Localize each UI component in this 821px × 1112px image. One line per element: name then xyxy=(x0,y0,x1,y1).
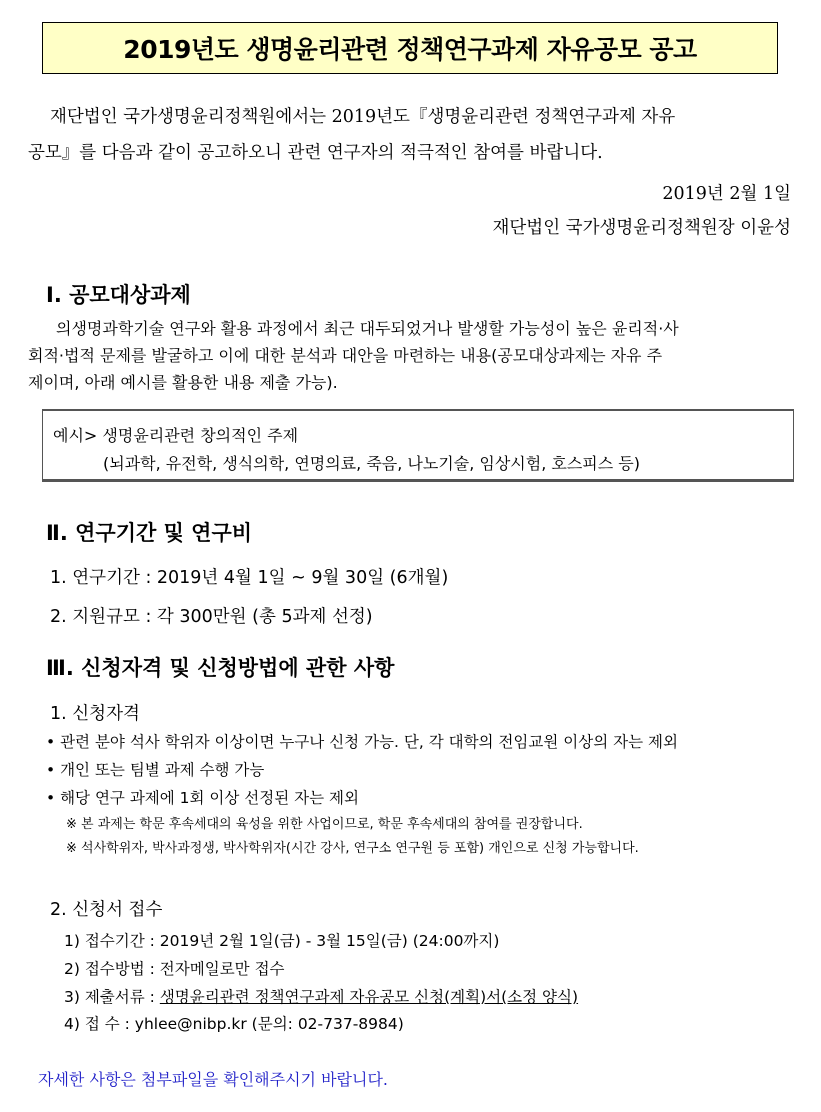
eligibility-note-1: ※ 본 과제는 학문 후속세대의 육성을 위한 사업이므로, 학문 후속세대의 참여를 권장합니다. xyxy=(66,817,583,832)
application-method: 2) 접수방법 : 전자메일로만 접수 xyxy=(64,960,285,978)
eligibility-bullet-1: • 관련 분야 석사 학위자 이상이면 누구나 신청 가능. 단, 각 대학의 전임교원 이상의 자는 제외 xyxy=(46,733,678,751)
section-1-line-3: 제이며, 아래 예시를 활용한 내용 제출 가능). xyxy=(28,373,338,392)
intro-line-1: 재단법인 국가생명윤리정책원에서는 2019년도『생명윤리관련 정책연구과제 자유 xyxy=(50,107,676,127)
example-line-2: (뇌과학, 유전학, 생식의학, 연명의료, 죽음, 나노기술, 임상시험, 호스피스 등) xyxy=(103,454,640,473)
intro-line-2: 공모』를 다음과 같이 공고하오니 관련 연구자의 적극적인 참여를 바랍니다. xyxy=(28,143,603,163)
section-3-sub-2-heading: 2. 신청서 접수 xyxy=(50,900,163,920)
application-docs-label: 3) 제출서류 : xyxy=(64,988,160,1006)
section-1-line-2: 회적·법적 문제를 발굴하고 이에 대한 분석과 대안을 마련하는 내용(공모대상과제는 자유 주 xyxy=(28,346,663,365)
application-form-link[interactable]: 생명윤리관련 정책연구과제 자유공모 신청(계획)서(소정 양식) xyxy=(159,988,579,1006)
application-contact: 4) 접 수 : yhlee@nibp.kr (문의: 02-737-8984) xyxy=(64,1015,404,1033)
application-period: 1) 접수기간 : 2019년 2월 1일(금) - 3월 15일(금) (24:00까지) xyxy=(64,932,500,950)
notice-title: 2019년도 생명윤리관련 정책연구과제 자유공모 공고 xyxy=(123,35,697,64)
section-2-heading: Ⅱ. 연구기간 및 연구비 xyxy=(46,521,253,545)
application-docs xyxy=(64,985,578,1007)
eligibility-note-2: ※ 석사학위자, 박사과정생, 박사학위자(시간 강사, 연구소 연구원 등 포함) 개인으로 신청 가능합니다. xyxy=(66,841,639,856)
footer-notice: 자세한 사항은 첨부파일을 확인해주시기 바랍니다. xyxy=(38,1070,389,1089)
section-2-item-1: 1. 연구기간 : 2019년 4월 1일 ~ 9월 30일 (6개월) xyxy=(50,568,449,588)
section-1-line-1: 의생명과학기술 연구와 활용 과정에서 최근 대두되었거나 발생할 가능성이 높은 윤리적·사 xyxy=(56,319,679,338)
example-box xyxy=(42,409,794,482)
example-line-1: 예시> 생명윤리관련 창의적인 주제 xyxy=(53,426,299,445)
notice-signature: 재단법인 국가생명윤리정책원장 이윤성 xyxy=(492,218,791,238)
section-1-heading: Ⅰ. 공모대상과제 xyxy=(46,283,191,307)
section-3-heading: Ⅲ. 신청자격 및 신청방법에 관한 사항 xyxy=(46,656,395,680)
section-2-item-2: 2. 지원규모 : 각 300만원 (총 5과제 선정) xyxy=(50,607,373,627)
eligibility-bullet-2: • 개인 또는 팀별 과제 수행 가능 xyxy=(46,761,265,779)
notice-title-box xyxy=(42,22,778,74)
eligibility-bullet-3: • 해당 연구 과제에 1회 이상 선정된 자는 제외 xyxy=(46,789,359,807)
notice-date: 2019년 2월 1일 xyxy=(662,184,791,204)
section-3-sub-1-heading: 1. 신청자격 xyxy=(50,704,140,724)
